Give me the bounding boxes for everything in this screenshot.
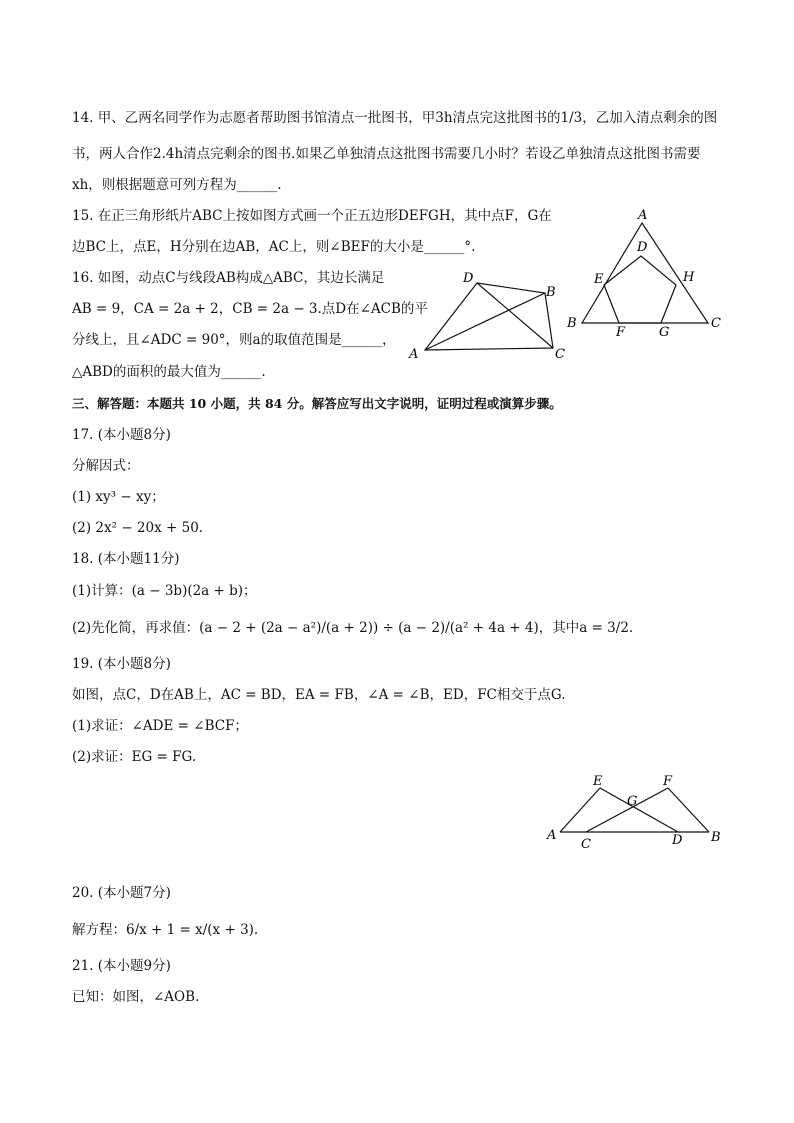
label-h: H [683,270,695,285]
figure-quadrilateral [405,268,575,363]
label-b: B [711,830,721,845]
label-d: D [463,271,474,286]
label-a: A [638,208,648,223]
problem-15-line-2: 边BC上，点E，H分别在边AB，AC上，则∠BEF的大小是______°. [72,239,476,255]
quad-diagonal-ab [425,293,545,350]
label-b: B [546,285,556,300]
section-3-heading: 三、解答题：本题共 10 小题，共 84 分。解答应写出文字说明，证明过程或演算步骤。 [72,396,562,411]
problem-17-intro: 分解因式： [72,458,140,474]
label-c: C [581,837,591,852]
label-f: F [663,774,673,789]
problem-17-header: 17. (本小题8分) [72,427,171,443]
problem-18-header: 18. (本小题11分) [72,551,180,567]
problem-16-line-3: 分线上，且∠ADC = 90°，则a的取值范围是______， [72,332,396,348]
label-b: B [567,316,577,331]
problem-19-header: 19. (本小题8分) [72,656,171,672]
figure-triangle-pentagon [562,205,727,340]
problem-17-part-1: (1) xy³ − xy； [72,489,165,505]
problem-18-part-1: (1)计算：(a − 3b)(2a + b)； [72,583,257,599]
label-c: C [711,316,721,331]
problem-18-part-2: (2)先化简，再求值：(a − 2 + (2a − a²)/(a + 2)) ÷ (a − 2)/(a² + 4a + 4)，其中a = 3/2. [72,620,634,636]
segment-bf [668,788,709,832]
problem-19-part-2: (2)求证：EG = FG. [72,749,197,765]
problem-16-line-1: 16. 如图，动点C与线段AB构成△ABC，其边长满足 [72,270,385,286]
label-d: D [672,833,683,848]
problem-14-line-2: 书，两人合作2.4h清点完剩余的图书.如果乙单独清点这批图书需要几小时？若设乙单独清点这批图书需要 [72,146,701,162]
label-a: A [409,347,419,362]
label-g: G [627,794,638,809]
problem-21-text: 已知：如图，∠AOB. [72,989,200,1005]
problem-19-intro: 如图，点C，D在AB上，AC = BD，EA = FB，∠A = ∠B，ED，FC相交于点G. [72,687,566,703]
segment-ed [600,788,678,832]
problem-15-line-1: 15. 在正三角形纸片ABC上按如图方式画一个正五边形DEFGH，其中点F，G在 [72,208,552,224]
segment-ae [560,788,600,832]
label-f: F [616,325,626,340]
figure-problem-19 [543,772,723,852]
problem-20-header: 20. (本小题7分) [72,885,171,901]
problem-17-part-2: (2) 2x² − 20x + 50. [72,520,204,536]
label-d: D [637,240,648,255]
problem-20-text: 解方程：6/x + 1 = x/(x + 3). [72,922,259,938]
pentagon-defgh [604,256,676,323]
label-e: E [593,774,603,789]
problem-16-line-2: AB = 9，CA = 2a + 2，CB = 2a − 3.点D在∠ACB的平 [72,301,428,317]
problem-19-part-1: (1)求证：∠ADE = ∠BCF； [72,718,248,734]
problem-14-line-3: xh，则根据题意可列方程为______. [72,177,282,193]
problem-21-header: 21. (本小题9分) [72,958,171,974]
problem-16-line-4: △ABD的面积的最大值为______. [72,364,266,380]
label-a: A [547,828,557,843]
label-g: G [659,325,670,340]
label-c: C [555,347,565,362]
label-e: E [594,272,604,287]
problem-14-line-1: 14. 甲、乙两名同学作为志愿者帮助图书馆清点一批图书，甲3h清点完这批图书的1/3，乙加入清点剩余的图 [72,110,718,126]
